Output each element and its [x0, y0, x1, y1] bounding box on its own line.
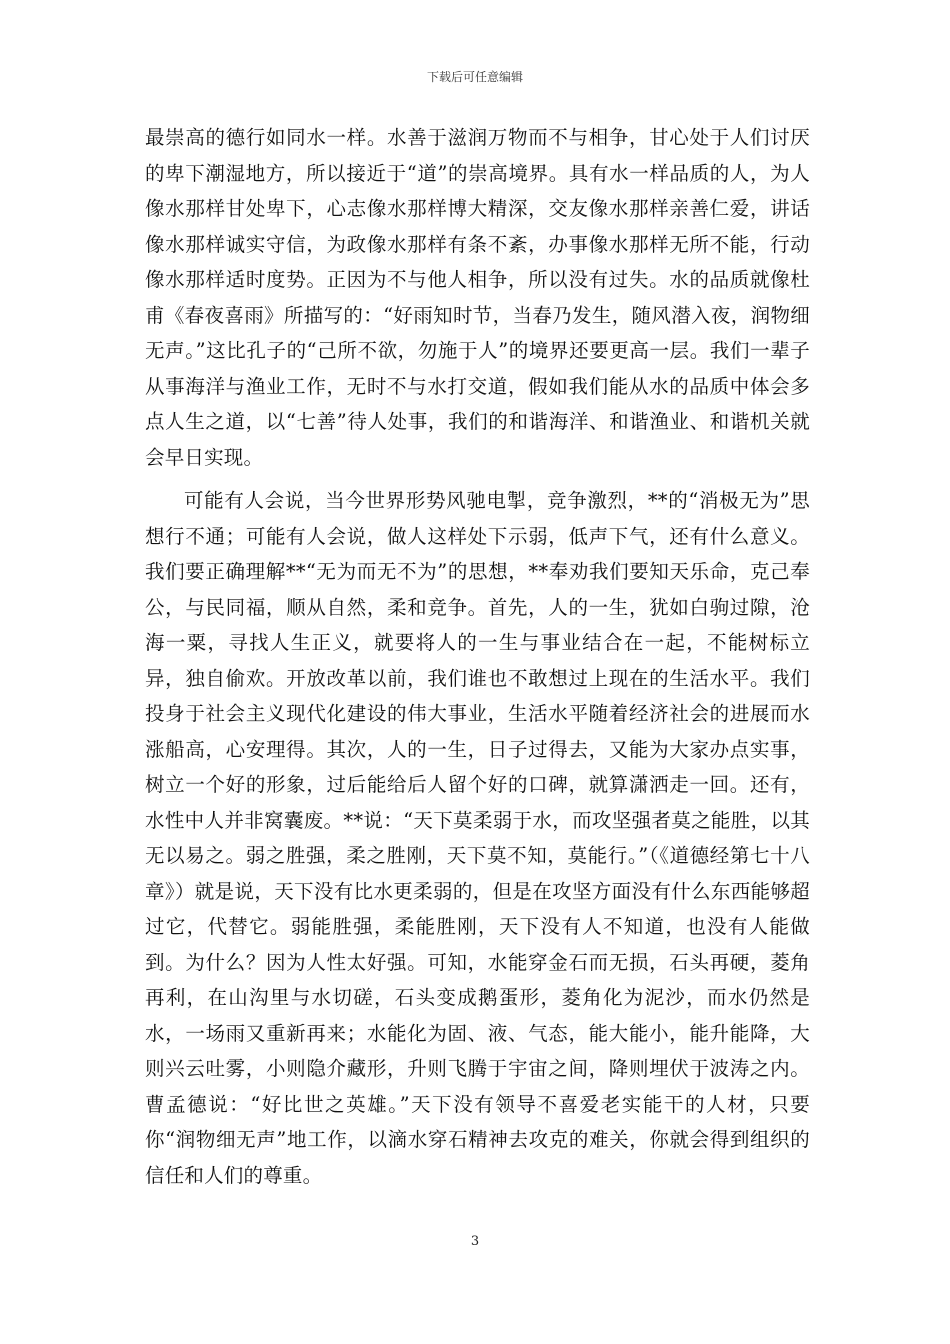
page-header: 下载后可任意编辑: [426, 70, 523, 84]
paragraph: 可能有人会说，当今世界形势风驰电掣，竞争激烈，**的“消极无为”思想行不通；可能有人会说，做人这样处下示弱，低声下气，还有什么意义。我们要正确理解**“无为而无不为”的思想，**奉劝我们要知天乐命，克己奉公，与民同福，顺从自然，柔和竞争。首先，人的一生，犹如白驹过隙，沧海一粟，寻找人生正义，就要将人的一生与事业结合在一起，不能树标立异，独自偷欢。开放改革以前，我们谁也不敢想过上现在的生活水平。我们投身于社会主义现代化建设的伟大事业，生活水平随着经济社会的进展而水涨船高，心安理得。其次，人的一生，日子过得去，又能为大家办点实事，树立一个好的形象，过后能给后人留个好的口碑，就算潇洒走一回。还有，水性中人并非窝囊废。**说：“天下莫柔弱于水，而攻坚强者莫之能胜，以其无以易之。弱之胜强，柔之胜刚，天下莫不知，莫能行。”（《道德经第七十八章》）就是说，天下没有比水更柔弱的，但是在攻坚方面没有什么东西能够超过它，代替它。弱能胜强，柔能胜刚，天下没有人不知道，也没有人能做到。为什么？因为人性太好强。可知，水能穿金石而无损，石头再硬，菱角再利，在山沟里与水切磋，石头变成鹅蛋形，菱角化为泥沙，而水仍然是水，一场雨又重新再来；水能化为固、液、气态，能大能小，能升能降，大则兴云吐雾，小则隐介藏形，升则飞腾于宇宙之间，降则埋伏于波涛之内。曹孟德说：“好比世之英雄。”天下没有领导不喜爱老实能干的人材，只要你“润物细无声”地工作，以滴水穿石精神去攻克的难关，你就会得到组织的信任和人们的尊重。: [145, 489, 810, 1187]
page-number: 3: [470, 1234, 480, 1249]
paragraph-continued: 最崇高的德行如同水一样。水善于滋润万物而不与相争，甘心处于人们讨厌的卑下潮湿地方，所以接近于“道”的崇高境界。具有水一样品质的人，为人像水那样甘处卑下，心志像水那样博大精深，交友像水那样亲善仁爱，讲话像水那样诚实守信，为政像水那样有条不紊，办事像水那样无所不能，行动像水那样适时度势。正因为不与他人相争，所以没有过失。水的品质就像杜甫《春夜喜雨》所描写的：“好雨知时节，当春乃发生，随风潜入夜，润物细无声。”这比孔子的“己所不欲，勿施于人”的境界还要更高一层。我们一辈子从事海洋与渔业工作，无时不与水打交道，假如我们能从水的品质中体会多点人生之道，以“七善”待人处事，我们的和谐海洋、和谐渔业、和谐机关就会早日实现。: [145, 126, 810, 469]
document-body: [145, 120, 810, 1201]
